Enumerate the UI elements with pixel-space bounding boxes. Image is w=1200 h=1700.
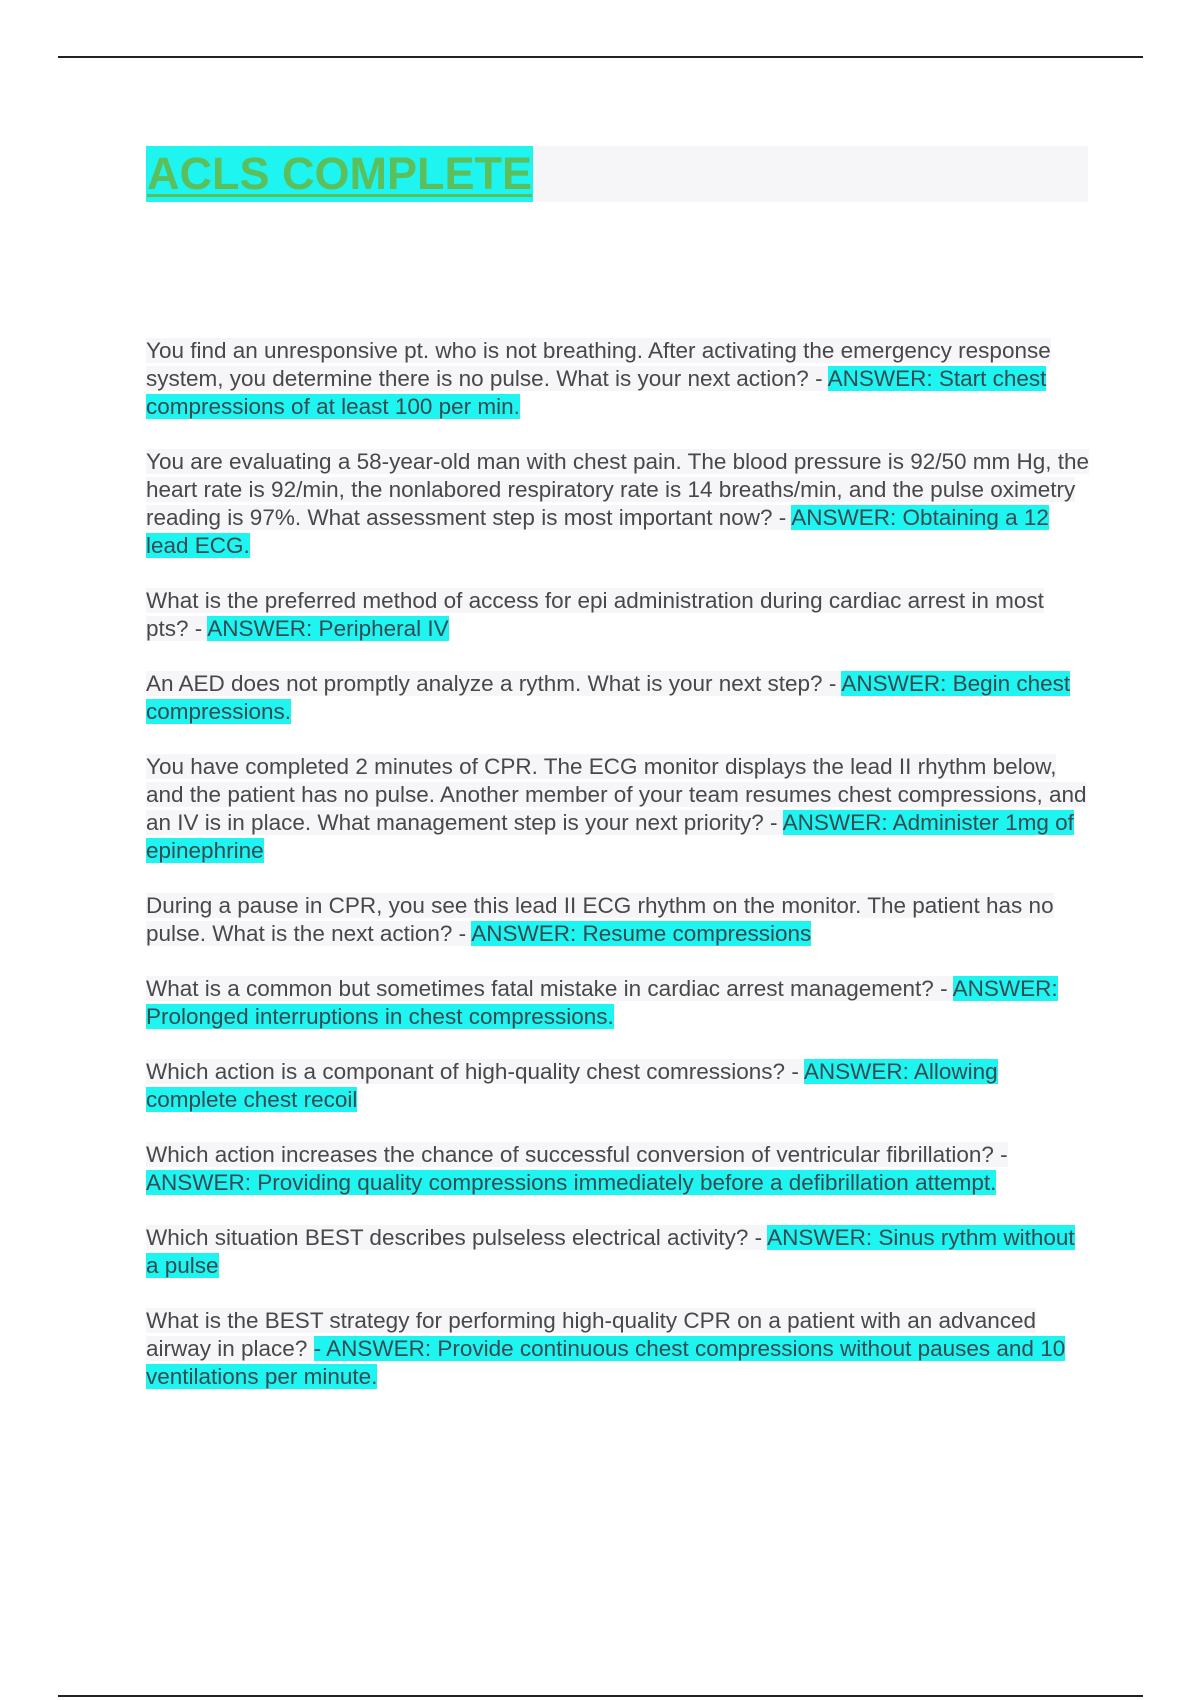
answer-text: ANSWER: Peripheral IV [207,616,449,641]
answer-text: ANSWER: Administer 1mg of epinephrine [146,810,1074,863]
qa-list [146,337,1091,1418]
question-text: What is a common but sometimes fatal mistake in cardiac arrest management? - [146,976,953,1001]
answer-text: ANSWER: Begin chest compressions. [146,671,1071,724]
answer-text: ANSWER: Allowing complete chest recoil [146,1059,998,1112]
qa-item [146,670,1091,726]
question-text: During a pause in CPR, you see this lead II ECG rhythm on the monitor. The patient has no pulse. What is the next action? - [146,893,1054,946]
question-text: You find an unresponsive pt. who is not breathing. After activating the emergency response system, you determine there is no pulse. What is your next action? - [146,338,1051,391]
answer-text: ANSWER: Prolonged interruptions in chest compressions. [146,976,1058,1029]
qa-item [146,975,1091,1031]
top-rule [58,56,1143,58]
question-text: What is the BEST strategy for performing high-quality CPR on a patient with an advanced airway in place? [146,1308,1037,1361]
qa-item [146,337,1091,421]
qa-item [146,1058,1091,1114]
question-text: You are evaluating a 58-year-old man with chest pain. The blood pressure is 92/50 mm Hg, the heart rate is 92/min, the nonlabored respiratory rate is 14 breaths/min, and the pulse oximetry reading is 97%. What assessment step is most important now? - [146,449,1090,530]
question-text: Which situation BEST describes pulseless electrical activity? - [146,1225,768,1250]
qa-item [146,448,1091,560]
answer-text: ANSWER: Resume compressions [471,921,812,946]
question-text: What is the preferred method of access for epi administration during cardiac arrest in most pts? - [146,588,1044,641]
qa-item [146,587,1091,643]
question-text: You have completed 2 minutes of CPR. The ECG monitor displays the lead II rhythm below, and the patient has no pulse. Another member of your team resumes chest compressions, and an IV is in place. What management step is your next priority? - [146,754,1087,835]
qa-item [146,1224,1091,1280]
question-text: Which action increases the chance of successful conversion of ventricular fibrillation? - [146,1142,1008,1167]
answer-text: ANSWER: Start chest compressions of at least 100 per min. [146,366,1047,419]
qa-item [146,892,1091,948]
answer-text: ANSWER: Obtaining a 12 lead ECG. [146,505,1049,558]
bottom-rule [58,1695,1143,1697]
question-text: An AED does not promptly analyze a rythm. What is your next step? - [146,671,842,696]
qa-item [146,1141,1091,1197]
answer-text: - ANSWER: Provide continuous chest compressions without pauses and 10 ventilations per minute. [146,1336,1066,1389]
answer-text: ANSWER: Sinus rythm without a pulse [146,1225,1075,1278]
document-title: ACLS COMPLETE [146,146,533,202]
qa-item [146,753,1091,865]
answer-text: ANSWER: Providing quality compressions immediately before a defibrillation attempt. [146,1170,997,1195]
question-text: Which action is a componant of high-quality chest comressions? - [146,1059,804,1084]
qa-item [146,1307,1091,1391]
